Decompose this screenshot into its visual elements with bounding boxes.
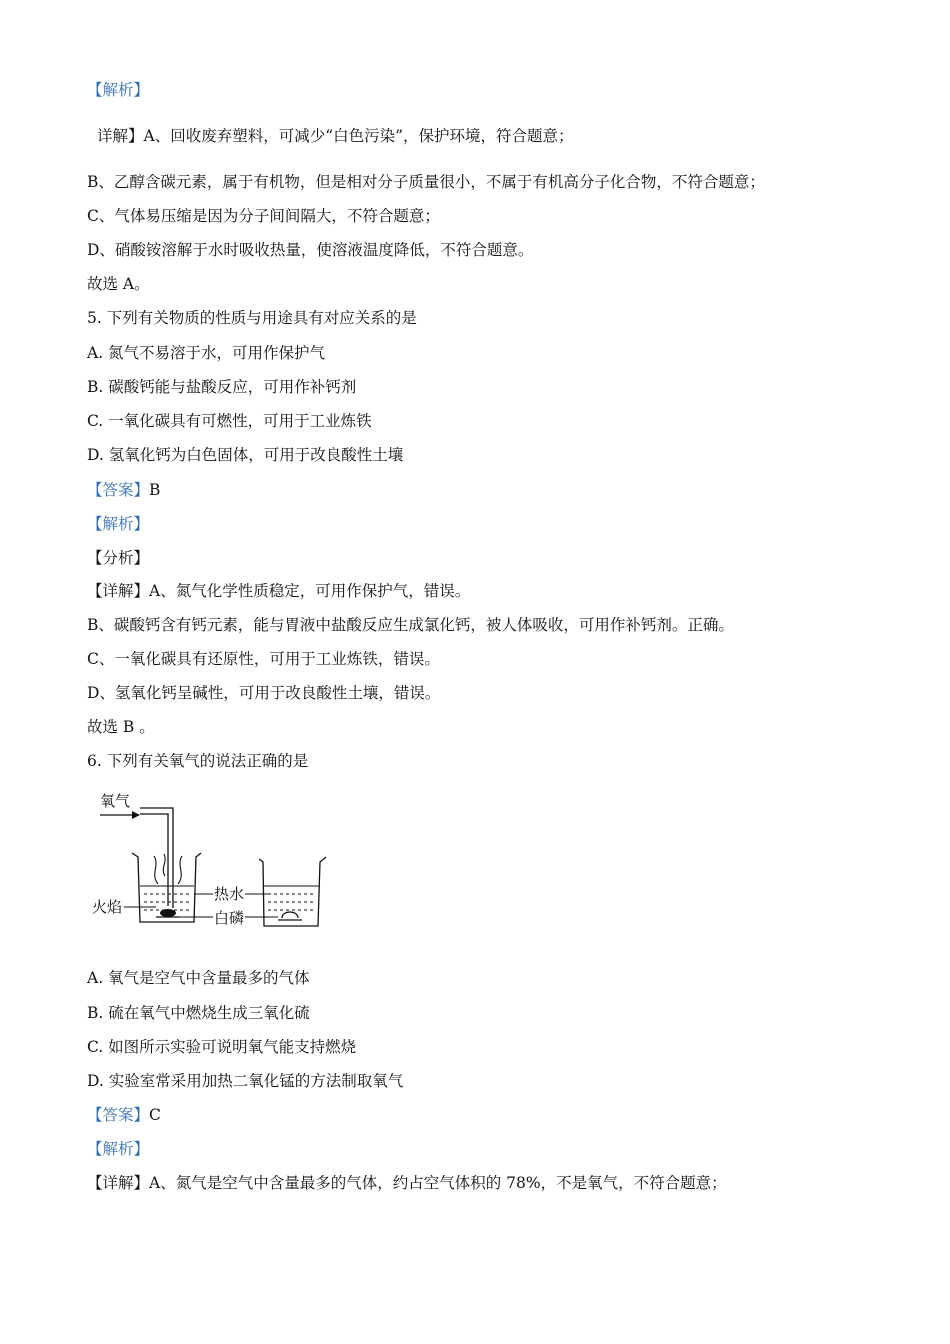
detail-text: B、乙醇含碳元素，属于有机物，但是相对分子质量很小，不属于有机高分子化合物，不符合题意； [87,173,765,191]
option-d: D. 实验室常采用加热二氧化锰的方法制取氧气 [87,1072,404,1090]
fenxi-tag: 【分析】 [87,549,150,567]
choice-text: 故选 A。 [87,275,150,293]
detail-text: C、一氧化碳具有还原性，可用于工业炼铁，错误。 [87,650,440,668]
question-stem: 5. 下列有关物质的性质与用途具有对应关系的是 [87,309,417,327]
detail-text: A、氮气是空气中含量最多的气体，约占空气体积的 78%，不是氧气，不符合题意； [149,1174,727,1192]
detail-tag: 【详解】 [87,1174,150,1192]
detail-text: C、气体易压缩是因为分子间间隔大，不符合题意； [87,207,440,225]
option-c: C. 一氧化碳具有可燃性，可用于工业炼铁 [87,412,372,430]
option-b: B. 碳酸钙能与盐酸反应，可用作补钙剂 [87,378,357,396]
choice-text: 故选 B 。 [87,718,155,736]
answer-line [87,1105,161,1125]
detail-text: A、氮气化学性质稳定，可用作保护气，错误。 [149,582,471,600]
detail-text: 详解】A、回收废弃塑料，可减少“白色污染”，保护环境，符合题意； [97,127,574,145]
option-b: B. 硫在氧气中燃烧生成三氧化硫 [87,1004,310,1022]
question-stem: 6. 下列有关氧气的说法正确的是 [87,752,309,770]
gas-tube-inner [140,814,168,906]
arrow-head-icon [132,811,140,819]
detail-line [87,1173,727,1193]
answer-value: B [149,481,161,499]
phosphorus-right [282,912,298,918]
answer-value: C [149,1106,161,1124]
option-c: C. 如图所示实验可说明氧气能支持燃烧 [87,1038,357,1056]
answer-tag: 【答案】 [87,1106,150,1124]
analysis-tag: 【解析】 [87,515,150,533]
answer-line [87,480,160,500]
analysis-tag: 【解析】 [87,81,150,99]
hot-water-label: 热水 [214,885,245,903]
option-a: A. 氧气是空气中含量最多的气体 [87,969,310,987]
option-d: D. 氢氧化钙为白色固体，可用于改良酸性土壤 [87,446,404,464]
flame-label: 火焰 [92,898,123,916]
detail-text: D、硝酸铵溶解于水时吸收热量，使溶液温度降低，不符合题意。 [87,241,534,259]
detail-text: D、氢氧化钙呈碱性，可用于改良酸性土壤，错误。 [87,684,441,702]
beaker-diagram [90,786,340,934]
detail-line [87,581,470,601]
oxygen-label: 氧气 [100,792,131,810]
phosphorus-left [160,909,176,917]
white-phosphorus-label: 白磷 [214,909,245,927]
analysis-tag: 【解析】 [87,1140,150,1158]
right-beaker [259,857,326,926]
answer-tag: 【答案】 [87,481,150,499]
experiment-figure [90,786,340,934]
detail-tag: 【详解】 [87,582,150,600]
detail-text: B、碳酸钙含有钙元素，能与胃液中盐酸反应生成氯化钙，被人体吸收，可用作补钙剂。正确。 [87,616,734,634]
option-a: A. 氮气不易溶于水，可用作保护气 [87,344,326,362]
